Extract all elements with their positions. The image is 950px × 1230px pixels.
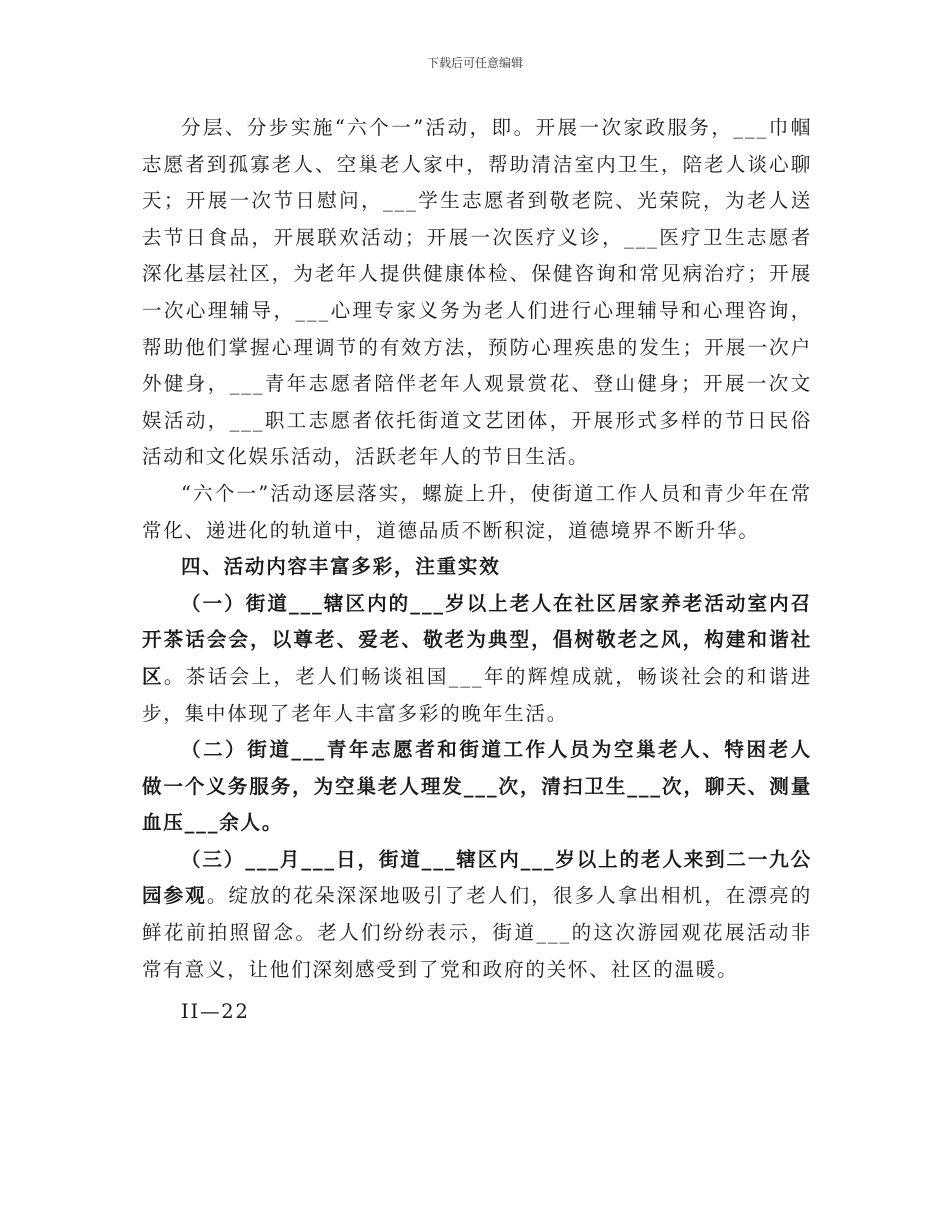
paragraph-six-activities: 分层、分步实施“六个一”活动，即。开展一次家政服务，___巾帼志愿者到孤寡老人、空巢老人家中，帮助清洁室内卫生，陪老人谈心聊天；开展一次节日慰问，___学生志愿者到敬老院、光荣院，为老人送去节日食品，开展联欢活动；开展一次医疗义诊，___医疗卫生志愿者深化基层社区，为老年人提供健康体检、保健咨询和常见病治疗；开展一次心理辅导，___心理专家义务为老人们进行心理辅导和心理咨询，帮助他们掌握心理调节的有效方法，预防心理疾患的发生；开展一次户外健身，___青年志愿者陪伴老年人观景赏花、登山健身；开展一次文娱活动，___职工志愿者依托街道文艺团体，开展形式多样的节日民俗活动和文化娱乐活动，活跃老年人的节日生活。 (142, 116, 812, 469)
list-item-2-lead: （二）街道___青年志愿者和街道工作人员为空巢老人、特困老人做一个义务服务，为空巢老人理发___次，清扫卫生___次，聊天、测量血压___余人。 (142, 738, 812, 835)
list-item-1-text: 。茶话会上，老人们畅谈祖国___年的辉煌成就，畅谈社会的和谐进步，集中体现了老年人丰富多彩的晚年生活。 (142, 664, 812, 725)
list-item-1 (142, 586, 812, 732)
list-item-3-lead: （三）___月___日，街道___辖区内___岁以上的老人来到二一九公园参观 (142, 847, 812, 908)
list-item-1-lead: （一）街道___辖区内的___岁以上老人在社区居家养老活动室内召开茶话会会，以尊老、爱老、敬老为典型，倡树敬老之风，构建和谐社区 (142, 591, 812, 688)
list-item-3-text: 。绽放的花朵深深地吸引了老人们，很多人拿出相机，在漂亮的鲜花前拍照留念。老人们纷纷表示，街道___的这次游园观花展活动非常有意义，让他们深刻感受到了党和政府的关怀、社区的温暖。 (142, 884, 812, 981)
page-number: II—22 (181, 1000, 250, 1024)
list-item-3 (142, 842, 812, 988)
list-item-2 (142, 732, 812, 842)
page-header: 下载后可任意编辑 (426, 56, 523, 70)
section-heading-4: 四、活动内容丰富多彩，注重实效 (181, 555, 501, 579)
document-body (142, 110, 812, 1031)
paragraph-implementation: “六个一”活动逐层落实，螺旋上升，使街道工作人员和青少年在常常化、递进化的轨道中，道德品质不断积淀，道德境界不断升华。 (142, 481, 812, 542)
